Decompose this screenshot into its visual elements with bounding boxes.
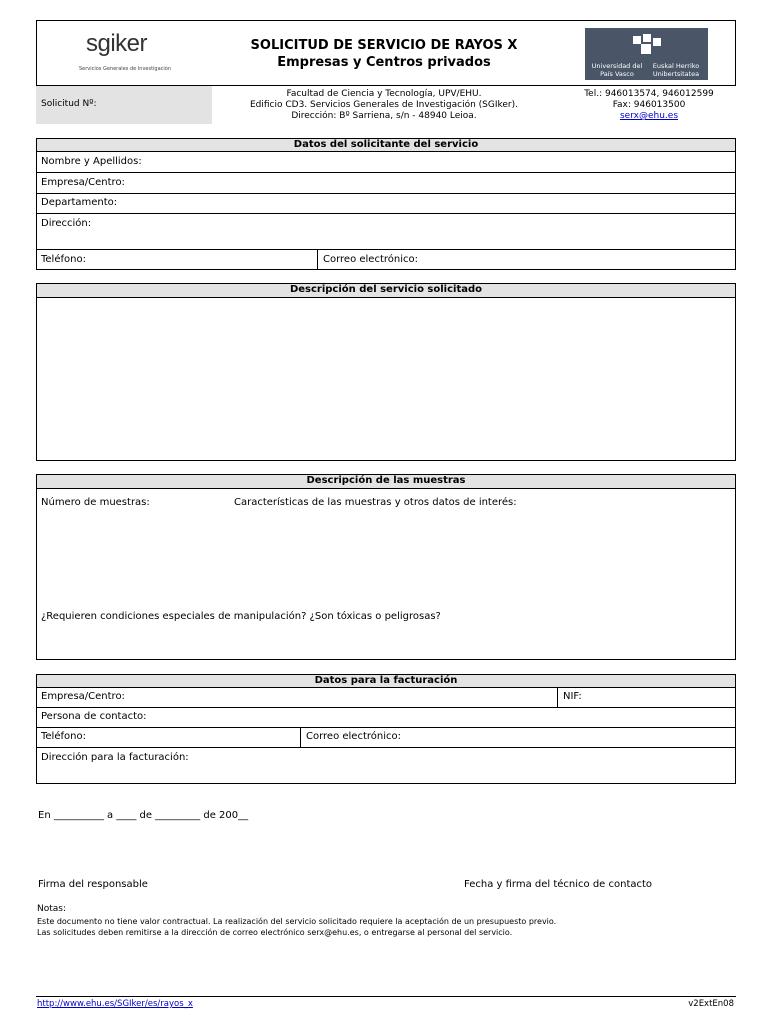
fact-direccion-field[interactable]: Dirección para la facturación: bbox=[41, 752, 189, 763]
notas-line-2: Las solicitudes deben remitirse a la dirección de correo electrónico serx@ehu.es, o entregarse al personal del servicio. bbox=[37, 928, 513, 937]
logo-subtitle: Servicios Generales de Investigación bbox=[78, 66, 172, 72]
firma-tecnico: Fecha y firma del técnico de contacto bbox=[464, 879, 653, 890]
sgiker-logo bbox=[70, 30, 180, 80]
numero-muestras-field[interactable]: Número de muestras: bbox=[41, 497, 150, 508]
fecha-line[interactable]: En __________ a ____ de _________ de 200__ bbox=[38, 810, 249, 821]
footer-link-wrap bbox=[37, 999, 193, 1009]
email-link[interactable]: serx@ehu.es bbox=[619, 111, 679, 121]
caracteristicas-field[interactable]: Características de las muestras y otros datos de interés: bbox=[234, 497, 517, 508]
servicio-title: Descripción del servicio solicitado bbox=[289, 284, 483, 295]
tel-text: Tel.: 946013574, 946012599 bbox=[584, 89, 714, 99]
nombre-field[interactable]: Nombre y Apellidos: bbox=[41, 156, 142, 167]
fax-text: Fax: 946013500 bbox=[612, 100, 686, 110]
address-line-3: Dirección: Bº Sarriena, s/n - 48940 Leioa. bbox=[291, 111, 477, 121]
form-title: SOLICITUD DE SERVICIO DE RAYOS X bbox=[250, 38, 518, 53]
correo-field[interactable]: Correo electrónico: bbox=[323, 254, 418, 265]
nif-field[interactable]: NIF: bbox=[563, 691, 582, 702]
logo-text: sgiker bbox=[86, 30, 148, 57]
facturacion-section bbox=[36, 674, 736, 784]
email-link-wrap bbox=[566, 111, 732, 121]
form-subtitle: Empresas y Centros privados bbox=[277, 55, 491, 70]
departamento-field[interactable]: Departamento: bbox=[41, 197, 118, 208]
notas-title: Notas: bbox=[37, 904, 67, 914]
address-line-2: Edificio CD3. Servicios Generales de Investigación (SGIker). bbox=[249, 100, 519, 110]
notas-line-1: Este documento no tiene valor contractual. La realización del servicio solicitado requiere la aceptación de un presupuesto previo. bbox=[37, 917, 557, 926]
firma-responsable: Firma del responsable bbox=[38, 879, 148, 890]
solicitud-label: Solicitud Nº: bbox=[41, 99, 97, 109]
footer-version: v2ExtEn08 bbox=[688, 999, 734, 1009]
empresa-field[interactable]: Empresa/Centro: bbox=[41, 177, 125, 188]
upv-emblem-icon bbox=[627, 32, 667, 58]
upv-logo bbox=[585, 28, 708, 80]
address-line-1: Facultad de Ciencia y Tecnología, UPV/EHU. bbox=[286, 89, 482, 99]
direccion-field[interactable]: Dirección: bbox=[41, 218, 92, 229]
telefono-field[interactable]: Teléfono: bbox=[41, 254, 86, 265]
facturacion-title: Datos para la facturación bbox=[314, 675, 458, 686]
footer-rule bbox=[36, 996, 736, 997]
upv-name-left: Universidad del País Vasco bbox=[591, 62, 643, 78]
condiciones-field[interactable]: ¿Requieren condiciones especiales de manipulación? ¿Son tóxicas o peligrosas? bbox=[41, 611, 441, 622]
fact-empresa-field[interactable]: Empresa/Centro: bbox=[41, 691, 125, 702]
persona-contacto-field[interactable]: Persona de contacto: bbox=[41, 711, 147, 722]
solicitante-title: Datos del solicitante del servicio bbox=[293, 139, 479, 150]
upv-name-right: Euskal Herriko Unibertsitatea bbox=[652, 62, 700, 78]
fact-telefono-field[interactable]: Teléfono: bbox=[41, 731, 86, 742]
footer-url-link[interactable]: http://www.ehu.es/SGIker/es/rayos_x bbox=[37, 999, 193, 1009]
fact-correo-field[interactable]: Correo electrónico: bbox=[306, 731, 401, 742]
muestras-title: Descripción de las muestras bbox=[306, 475, 466, 486]
servicio-textarea[interactable] bbox=[37, 298, 735, 460]
